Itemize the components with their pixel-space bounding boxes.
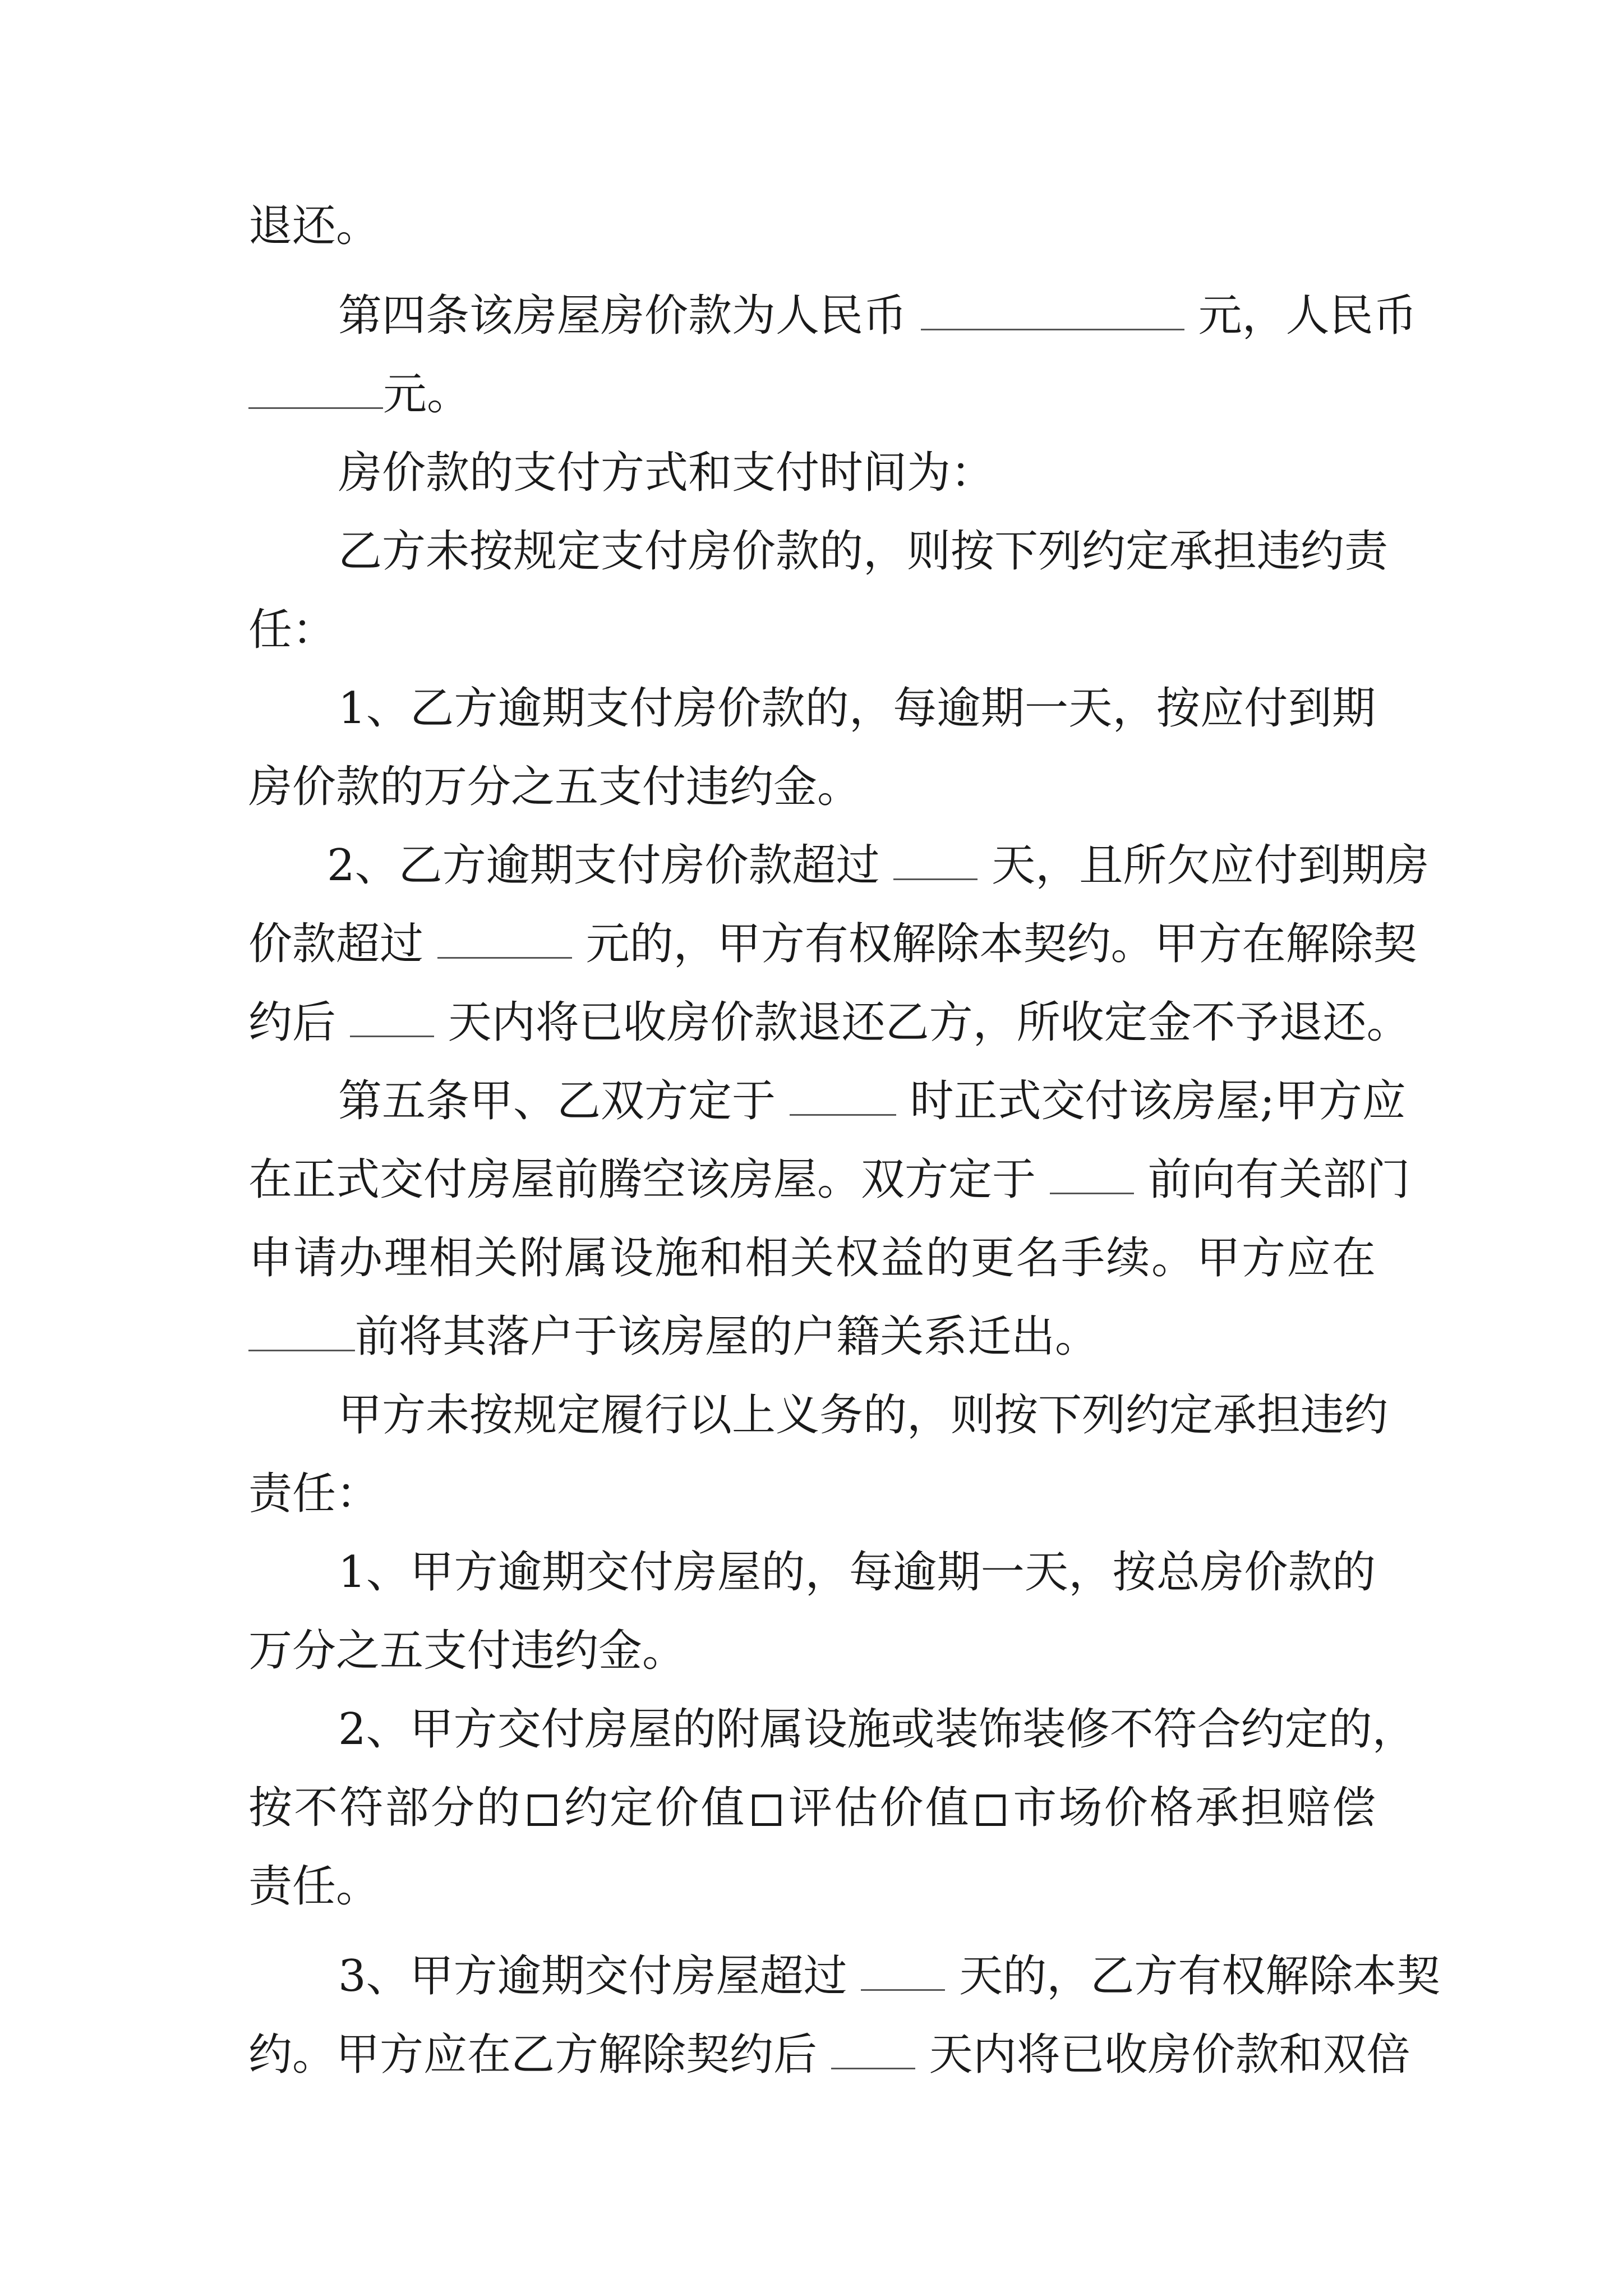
text-line: [248, 2024, 1410, 2086]
fill-blank: [921, 289, 1184, 330]
line-text: 万分之五支付违约金。: [248, 1626, 686, 1676]
text-line: [248, 1306, 1376, 1368]
text-line: [338, 285, 1417, 347]
fill-blank: [248, 368, 383, 409]
text-line: [248, 1777, 1376, 1839]
fill-blank: [437, 918, 572, 959]
line-text: 任：: [248, 605, 336, 655]
text-line: [338, 1070, 1406, 1132]
line-text: 前向有关部门: [1147, 1154, 1410, 1205]
fill-blank: [790, 1075, 896, 1116]
checkbox-empty-icon: [528, 1795, 557, 1826]
line-text: 申请办理相关附属设施和相关权益的更名手续。甲方应在: [248, 1233, 1376, 1283]
line-text: 前将其落户于该房屋的户籍关系迁出。: [355, 1312, 1099, 1362]
line-text: 约定价值: [562, 1783, 746, 1833]
text-line: [248, 364, 1376, 425]
line-text: 元。: [383, 369, 471, 420]
line-text: 时正式交付该房屋;甲方应: [910, 1076, 1406, 1126]
fill-blank: [1050, 1153, 1134, 1194]
line-text: 约后: [248, 997, 336, 1048]
line-text: 甲方未按规定履行以上义务的，则按下列约定承担违约: [338, 1390, 1389, 1441]
line-text: 1、甲方逾期交付房屋的，每逾期一天，按总房价款的: [338, 1547, 1376, 1598]
fill-blank: [831, 2028, 915, 2069]
line-text: 2、乙方逾期支付房价款超过: [327, 840, 880, 891]
text-line: [338, 521, 1389, 582]
line-text: 房价款的万分之五支付违约金。: [248, 762, 861, 812]
line-text: 元的，甲方有权解除本契约。甲方在解除契: [585, 919, 1417, 969]
text-line: [248, 992, 1410, 1053]
text-line: [338, 1699, 1416, 1760]
line-text: 天内将已收房价款退还乙方，所收定金不予退还。: [448, 997, 1410, 1048]
line-text: 乙方未按规定支付房价款的，则按下列约定承担违约责: [338, 526, 1389, 577]
line-text: 退还。: [248, 201, 380, 251]
line-text: 天的，乙方有权解除本契: [959, 1951, 1441, 2001]
text-line: [248, 195, 1376, 257]
text-line: [338, 1542, 1376, 1603]
text-line: [248, 1227, 1376, 1289]
line-text: 第四条该房屋房价款为人民币: [338, 291, 907, 341]
text-line: [248, 1149, 1410, 1211]
fill-blank: [893, 839, 978, 880]
text-line: [338, 678, 1376, 739]
checkbox-empty-icon: [976, 1795, 1006, 1826]
line-text: 责任。: [248, 1861, 380, 1912]
text-line: [338, 1384, 1389, 1446]
text-line: [338, 442, 1376, 504]
checkbox-empty-icon: [752, 1795, 781, 1826]
fill-blank: [248, 1310, 355, 1351]
line-text: 3、甲方逾期交付房屋超过: [338, 1951, 847, 2001]
line-text: 元，人民币: [1198, 291, 1417, 341]
text-line: [248, 756, 1376, 818]
text-line: [248, 1856, 1376, 1917]
text-line: [248, 1620, 1376, 1682]
line-text: 天内将已收房价款和双倍: [929, 2030, 1410, 2080]
fill-blank: [350, 996, 434, 1037]
line-text: 第五条甲、乙双方定于: [338, 1076, 776, 1126]
text-line: [327, 835, 1430, 896]
fill-blank: [861, 1950, 945, 1991]
line-text: 按不符部分的: [248, 1783, 522, 1833]
line-text: 2、甲方交付房屋的附属设施或装饰装修不符合约定的，: [338, 1704, 1416, 1755]
line-text: 在正式交付房屋前腾空该房屋。双方定于: [248, 1154, 1036, 1205]
line-text: 市场价格承担赔偿: [1011, 1783, 1376, 1833]
line-text: 责任：: [248, 1469, 380, 1519]
text-line: [248, 599, 1376, 661]
text-line: [248, 1463, 1376, 1525]
line-text: 房价款的支付方式和支付时间为：: [338, 448, 995, 498]
line-text: 1、乙方逾期支付房价款的，每逾期一天，按应付到期: [338, 683, 1376, 734]
line-text: 评估价值: [786, 1783, 971, 1833]
line-text: 价款超过: [248, 919, 424, 969]
line-text: 天，且所欠应付到期房: [992, 840, 1430, 891]
text-line: [338, 1945, 1441, 2007]
text-line: [248, 913, 1417, 975]
line-text: 约。甲方应在乙方解除契约后: [248, 2030, 818, 2080]
